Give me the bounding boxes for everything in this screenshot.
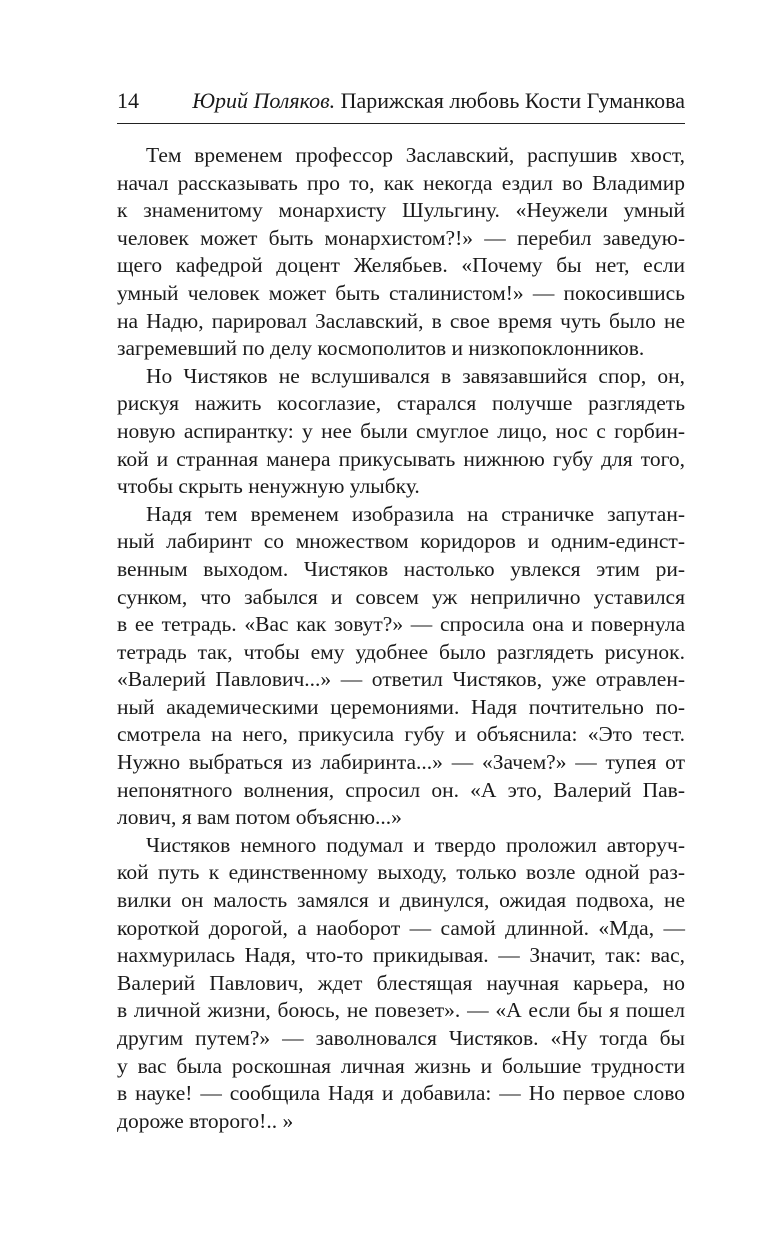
text-line: короткой дорогой, а наоборот — самой длинной. «Мда, —: [117, 915, 685, 940]
text-line: на Надю, парировал Заславский, в свое время чуть было не: [117, 308, 685, 333]
text-line: человек может быть монархистом?!» — перебил заведую-: [117, 225, 685, 250]
text-line: Нужно выбраться из лабиринта...» — «Зачем?» — тупея от: [117, 750, 685, 775]
text-line: сунком, что забылся и совсем уж неприлично уставился: [117, 584, 685, 609]
text-line: щего кафедрой доцент Желябьев. «Почему бы нет, если: [117, 253, 685, 278]
text-line: в ее тетрадь. «Вас как зовут?» — спросила она и повернула: [117, 612, 685, 637]
text-line: ный академическими церемониями. Надя почтительно по-: [117, 694, 685, 719]
book-title: Парижская любовь Кости Гуманкова: [340, 88, 685, 113]
paragraph: [117, 363, 685, 501]
paragraph: [117, 501, 685, 832]
text-line: ный лабиринт со множеством коридоров и одним-единст-: [117, 529, 685, 554]
header-rule: [117, 123, 685, 124]
text-line: новую аспирантку: у нее были смуглое лицо, нос с горбин-: [117, 418, 685, 443]
text-line: загремевший по делу космополитов и низкопоклонников.: [117, 336, 645, 361]
text-line: «Валерий Павлович...» — ответил Чистяков, уже отравлен-: [117, 667, 685, 692]
text-line: непонятного волнения, спросил он. «А это, Валерий Пав-: [117, 777, 685, 802]
page-number: 14: [117, 88, 139, 113]
text-line: кой и странная манера прикусывать нижнюю губу для того,: [117, 446, 685, 471]
author-name: Юрий Поляков.: [192, 88, 336, 113]
text-line: Но Чистяков не вслушивался в завязавшийся спор, он,: [146, 363, 685, 388]
paragraph: [117, 142, 685, 363]
text-line: в науке! — сообщила Надя и добавила: — Но первое слово: [117, 1081, 685, 1106]
text-line: начал рассказывать про то, как некогда ездил во Владимир: [117, 170, 685, 195]
text-line: лович, я вам потом объясню...»: [117, 805, 402, 830]
text-line: тетрадь так, чтобы ему удобнее было разглядеть рисунок.: [117, 639, 685, 664]
text-line: умный человек может быть сталинистом!» — покосившись: [117, 280, 685, 305]
text-line: смотрела на него, прикусила губу и объяснила: «Это тест.: [117, 722, 685, 747]
text-line: нахмурилась Надя, что-то прикидывая. — Значит, так: вас,: [117, 943, 685, 968]
text-line: другим путем?» — заволновался Чистяков. «Ну тогда бы: [117, 1026, 685, 1050]
text-line: рискуя нажить косоглазие, старался получше разглядеть: [117, 391, 685, 416]
text-line: к знаменитому монархисту Шульгину. «Неужели умный: [117, 198, 685, 223]
running-header: [117, 86, 685, 116]
text-line: вилки он малость замялся и двинулся, ожидая подвоха, не: [117, 888, 685, 913]
text-line: чтобы скрыть ненужную улыбку.: [117, 474, 420, 499]
text-line: Тем временем профессор Заславский, распушив хвост,: [146, 143, 685, 167]
body-text: [117, 142, 685, 1135]
running-head: [192, 86, 685, 116]
text-line: в личной жизни, боюсь, не повезет». — «А если бы я пошел: [117, 998, 685, 1023]
text-line: Надя тем временем изобразила на страничке запутан-: [146, 501, 685, 526]
text-line: Валерий Павлович, ждет блестящая научная карьера, но: [117, 970, 685, 995]
text-line: дороже второго!.. »: [117, 1108, 294, 1133]
text-line: кой путь к единственному выходу, только возле одной раз-: [117, 860, 685, 885]
text-line: венным выходом. Чистяков настолько увлекся этим ри-: [117, 556, 685, 581]
text-line: у вас была роскошная личная жизнь и большие трудности: [117, 1053, 685, 1078]
text-line: Чистяков немного подумал и твердо проложил авторуч-: [146, 832, 685, 857]
paragraph: [117, 832, 685, 1136]
